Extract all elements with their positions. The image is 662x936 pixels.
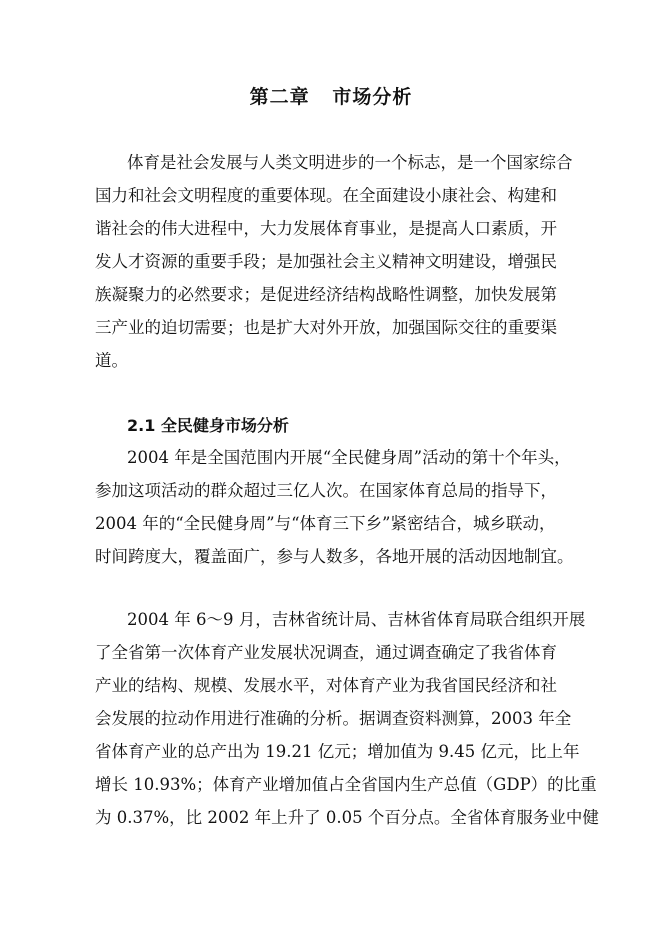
survey-line: 省体育产业的总产出为 19.21 亿元；增加值为 9.45 亿元，比上年 bbox=[95, 742, 580, 761]
intro-line: 道。 bbox=[95, 351, 128, 370]
survey-line: 产业的结构、规模、发展水平，对体育产业为我省国民经济和社 bbox=[95, 676, 557, 695]
section-line: 时间跨度大，覆盖面广，参与人数多，各地开展的活动因地制宜。 bbox=[95, 547, 574, 566]
survey-line: 了全省第一次体育产业发展状况调查，通过调查确定了我省体育 bbox=[95, 643, 557, 662]
section-line: 2004 年是全国范围内开展“全民健身周”活动的第十个年头， bbox=[127, 448, 571, 467]
survey-line: 会发展的拉动作用进行准确的分析。据调查资料测算，2003 年全 bbox=[95, 709, 572, 728]
section-heading: 2.1 全民健身市场分析 bbox=[127, 416, 289, 435]
intro-line: 发人才资源的重要手段；是加强社会主义精神文明建设，增强民 bbox=[95, 252, 557, 271]
chapter-title: 第二章 市场分析 bbox=[249, 86, 413, 108]
survey-line: 为 0.37%，比 2002 年上升了 0.05 个百分点。全省体育服务业中健 bbox=[95, 808, 599, 827]
intro-line: 体育是社会发展与人类文明进步的一个标志，是一个国家综合 bbox=[127, 153, 573, 172]
section-line: 2004 年的“全民健身周”与“体育三下乡”紧密结合，城乡联动， bbox=[95, 514, 556, 533]
survey-line: 增长 10.93%；体育产业增加值占全省国内生产总值（GDP）的比重 bbox=[95, 775, 597, 794]
intro-line: 国力和社会文明程度的重要体现。在全面建设小康社会、构建和 bbox=[95, 186, 557, 205]
intro-line: 三产业的迫切需要；也是扩大对外开放，加强国际交往的重要渠 bbox=[95, 318, 557, 337]
intro-line: 族凝聚力的必然要求；是促进经济结构战略性调整，加快发展第 bbox=[95, 285, 557, 304]
survey-line: 2004 年 6～9 月，吉林省统计局、吉林省体育局联合组织开展 bbox=[127, 610, 586, 629]
intro-line: 谐社会的伟大进程中，大力发展体育事业，是提高人口素质，开 bbox=[95, 219, 557, 238]
section-line: 参加这项活动的群众超过三亿人次。在国家体育总局的指导下， bbox=[95, 481, 557, 500]
